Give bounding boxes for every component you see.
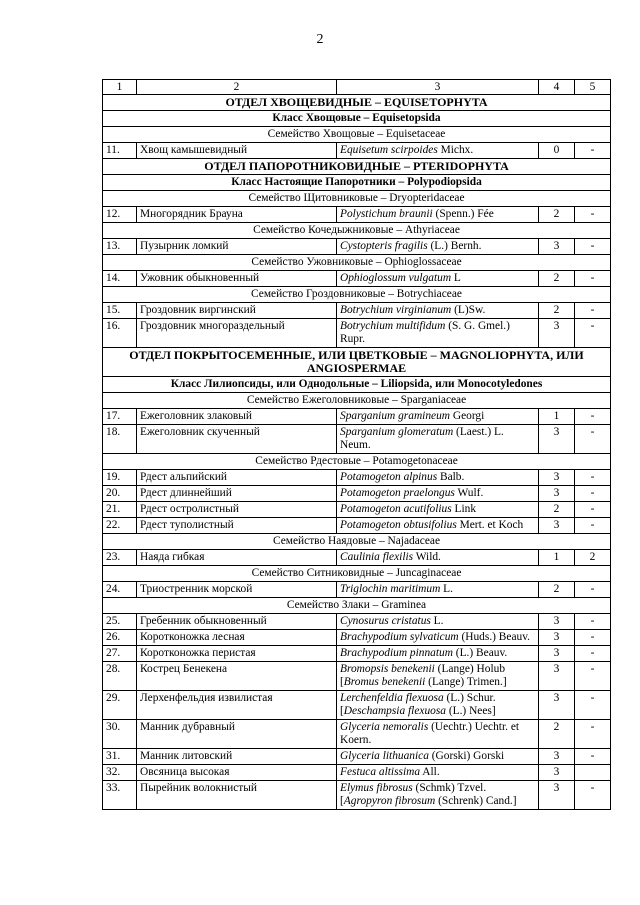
row-number: 23. <box>103 550 137 566</box>
category-col5: - <box>575 646 611 662</box>
latin-name: Potamogeton obtusifolius <box>340 519 457 531</box>
russian-name: Пырейник волокнистый <box>137 781 337 810</box>
row-number: 26. <box>103 630 137 646</box>
author-citation: Link <box>451 503 477 515</box>
family-heading: Семейство Ситниковидные – Juncaginaceae <box>103 566 611 582</box>
category-col4: 3 <box>539 691 575 720</box>
russian-name: Овсяница высокая <box>137 765 337 781</box>
family-heading: Семейство Кочедыжниковые – Athyriaceae <box>103 223 611 239</box>
class-row <box>103 377 611 393</box>
latin-name: Brachypodium pinnatum <box>340 647 453 659</box>
latin-name-cell <box>337 271 539 287</box>
russian-name: Коротконожка перистая <box>137 646 337 662</box>
author-citation: Wild. <box>413 551 441 563</box>
category-col4: 2 <box>539 207 575 223</box>
russian-name: Коротконожка лесная <box>137 630 337 646</box>
category-col5: - <box>575 749 611 765</box>
category-col4: 3 <box>539 239 575 255</box>
row-number: 33. <box>103 781 137 810</box>
species-row <box>103 303 611 319</box>
species-row <box>103 239 611 255</box>
page-number: 2 <box>316 32 324 47</box>
row-number: 16. <box>103 319 137 348</box>
latin-name-cell <box>337 765 539 781</box>
category-col5: - <box>575 271 611 287</box>
division-row <box>103 348 611 377</box>
russian-name: Манник литовский <box>137 749 337 765</box>
author-citation: (Laest.) L. Neum. <box>340 426 504 451</box>
category-col4: 1 <box>539 409 575 425</box>
category-col4: 3 <box>539 319 575 348</box>
row-number: 32. <box>103 765 137 781</box>
author-citation: Balb. <box>437 471 465 483</box>
species-row <box>103 409 611 425</box>
latin-name-cell: Lerchenfeldia flexuosa (L.) Schur. [Deschampsia flexuosa (L.) Nees] <box>337 691 539 720</box>
row-number: 24. <box>103 582 137 598</box>
latin-name: Potamogeton alpinus <box>340 471 438 483</box>
family-row <box>103 223 611 239</box>
row-number: 18. <box>103 425 137 454</box>
latin-name-cell <box>337 207 539 223</box>
species-row <box>103 614 611 630</box>
author-citation: (Spenn.) Fée <box>432 208 494 220</box>
synonym-author: (L.) Nees <box>445 705 492 717</box>
class-heading: Класс Хвощовые – Equisetopsida <box>103 111 611 127</box>
latin-name: Sparganium glomeratum <box>340 426 454 438</box>
russian-name: Ежеголовник скученный <box>137 425 337 454</box>
species-row <box>103 691 611 720</box>
author-citation: Georgi <box>450 410 485 422</box>
latin-name: Sparganium gramineum <box>340 410 451 422</box>
latin-name: Elymus fibrosus <box>340 782 413 794</box>
column-number-row <box>103 80 611 95</box>
family-heading: Семейство Наядовые – Najadaceae <box>103 534 611 550</box>
family-heading: Семейство Хвощовые – Equisetaceae <box>103 127 611 143</box>
synonym-author: (Schrenk) Cand. <box>435 795 513 807</box>
row-number: 31. <box>103 749 137 765</box>
species-row <box>103 425 611 454</box>
class-heading: Класс Настоящие Папоротники – Polypodiopsida <box>103 175 611 191</box>
category-col5: - <box>575 691 611 720</box>
author-citation: (Schmk) Tzvel. <box>412 782 487 794</box>
synonym-latin-name: Agropyron fibrosum <box>343 795 436 807</box>
family-heading: Семейство Рдестовые – Potamogetonaceae <box>103 454 611 470</box>
species-row <box>103 470 611 486</box>
family-heading: Семейство Ежеголовниковые – Sparganiaceae <box>103 393 611 409</box>
species-row <box>103 630 611 646</box>
russian-name: Рдест альпийский <box>137 470 337 486</box>
division-heading: ОТДЕЛ ХВОЩЕВИДНЫЕ – EQUISETOPHYTA <box>103 95 611 111</box>
category-col5: - <box>575 207 611 223</box>
category-col4: 3 <box>539 518 575 534</box>
latin-name-cell <box>337 319 539 348</box>
family-heading: Семейство Ужовниковые – Ophioglossaceae <box>103 255 611 271</box>
species-row <box>103 319 611 348</box>
russian-name: Пузырник ломкий <box>137 239 337 255</box>
russian-name: Хвощ камышевидный <box>137 143 337 159</box>
russian-name: Лерхенфельдия извилистая <box>137 691 337 720</box>
category-col5: - <box>575 720 611 749</box>
row-number: 11. <box>103 143 137 159</box>
family-row <box>103 255 611 271</box>
row-number: 15. <box>103 303 137 319</box>
category-col4: 3 <box>539 614 575 630</box>
family-heading: Семейство Щитовниковые – Dryopteridaceae <box>103 191 611 207</box>
column-number-3: 3 <box>337 80 539 95</box>
category-col4: 2 <box>539 271 575 287</box>
russian-name: Триостренник морской <box>137 582 337 598</box>
category-col5: - <box>575 470 611 486</box>
category-col4: 2 <box>539 502 575 518</box>
category-col4: 3 <box>539 646 575 662</box>
latin-name: Triglochin maritimum <box>340 583 441 595</box>
russian-name: Рдест длиннейший <box>137 486 337 502</box>
category-col5: - <box>575 502 611 518</box>
category-col5: - <box>575 143 611 159</box>
synonym-author: (Lange) Trimen. <box>425 676 503 688</box>
species-row <box>103 271 611 287</box>
latin-name: Cystopteris fragilis <box>340 240 428 252</box>
author-citation: (L.) Schur. <box>443 692 496 704</box>
species-row <box>103 486 611 502</box>
species-table <box>102 79 611 810</box>
category-col4: 1 <box>539 550 575 566</box>
category-col4: 3 <box>539 765 575 781</box>
division-row <box>103 159 611 175</box>
category-col4: 3 <box>539 749 575 765</box>
author-citation: Michx. <box>437 144 474 156</box>
latin-name-cell: Elymus fibrosus (Schmk) Tzvel. [Agropyron fibrosum (Schrenk) Cand.] <box>337 781 539 810</box>
latin-name: Brachypodium sylvaticum <box>340 631 459 643</box>
author-citation: Wulf. <box>454 487 484 499</box>
row-number: 22. <box>103 518 137 534</box>
russian-name: Рдест остролистный <box>137 502 337 518</box>
russian-name: Манник дубравный <box>137 720 337 749</box>
category-col4: 3 <box>539 470 575 486</box>
category-col5 <box>575 765 611 781</box>
category-col5: - <box>575 319 611 348</box>
class-heading: Класс Лилиопсиды, или Однодольные – Liliopsida, или Monocotyledones <box>103 377 611 393</box>
author-citation: (L)Sw. <box>451 304 486 316</box>
species-row <box>103 143 611 159</box>
species-row <box>103 765 611 781</box>
row-number: 14. <box>103 271 137 287</box>
category-col4: 3 <box>539 781 575 810</box>
author-citation: (S. G. Gmel.) Rupr. <box>340 320 510 345</box>
category-col4: 3 <box>539 662 575 691</box>
row-number: 27. <box>103 646 137 662</box>
latin-name-cell <box>337 582 539 598</box>
species-row <box>103 550 611 566</box>
species-row <box>103 207 611 223</box>
latin-name: Polystichum braunii <box>340 208 433 220</box>
latin-name-cell <box>337 646 539 662</box>
column-number-4: 4 <box>539 80 575 95</box>
latin-name-cell <box>337 502 539 518</box>
row-number: 19. <box>103 470 137 486</box>
family-row <box>103 127 611 143</box>
family-row <box>103 191 611 207</box>
latin-name-cell <box>337 614 539 630</box>
category-col4: 3 <box>539 630 575 646</box>
category-col5: 2 <box>575 550 611 566</box>
category-col5: - <box>575 425 611 454</box>
latin-name: Bromopsis benekenii <box>340 663 435 675</box>
author-citation: (Gorski) Gorski <box>428 750 505 762</box>
latin-name: Botrychium multifidum <box>340 320 446 332</box>
latin-name-cell <box>337 749 539 765</box>
column-number-2: 2 <box>137 80 337 95</box>
species-row <box>103 749 611 765</box>
family-row <box>103 287 611 303</box>
latin-name: Glyceria lithuanica <box>340 750 429 762</box>
author-citation: L. <box>440 583 453 595</box>
category-col5: - <box>575 630 611 646</box>
species-row <box>103 662 611 691</box>
russian-name: Гроздовник многораздельный <box>137 319 337 348</box>
category-col4: 3 <box>539 425 575 454</box>
family-heading: Семейство Злаки – Graminea <box>103 598 611 614</box>
russian-name: Кострец Бенекена <box>137 662 337 691</box>
category-col5: - <box>575 239 611 255</box>
species-row <box>103 518 611 534</box>
russian-name: Многорядник Брауна <box>137 207 337 223</box>
class-row <box>103 175 611 191</box>
russian-name: Ежеголовник злаковый <box>137 409 337 425</box>
latin-name-cell <box>337 630 539 646</box>
column-number-1: 1 <box>103 80 137 95</box>
species-row <box>103 646 611 662</box>
family-row <box>103 598 611 614</box>
category-col4: 2 <box>539 720 575 749</box>
latin-name-cell <box>337 720 539 749</box>
latin-name-cell <box>337 550 539 566</box>
latin-name-cell <box>337 470 539 486</box>
latin-name: Equisetum scirpoides <box>340 144 438 156</box>
author-citation: All. <box>420 766 440 778</box>
russian-name: Рдест туполистный <box>137 518 337 534</box>
latin-name-cell <box>337 239 539 255</box>
category-col5: - <box>575 303 611 319</box>
class-row <box>103 111 611 127</box>
author-citation: (Lange) Holub <box>434 663 506 675</box>
synonym-latin-name: Deschampsia flexuosa <box>343 705 446 717</box>
category-col5: - <box>575 409 611 425</box>
author-citation: L <box>451 272 461 284</box>
latin-name: Ophioglossum vulgatum <box>340 272 452 284</box>
russian-name: Гроздовник виргинский <box>137 303 337 319</box>
category-col5: - <box>575 486 611 502</box>
family-heading: Семейство Гроздовниковые – Botrychiaceae <box>103 287 611 303</box>
author-citation: (L.) Beauv. <box>452 647 508 659</box>
row-number: 29. <box>103 691 137 720</box>
category-col5: - <box>575 662 611 691</box>
latin-name: Glyceria nemoralis <box>340 721 429 733</box>
latin-name-cell <box>337 143 539 159</box>
russian-name: Наяда гибкая <box>137 550 337 566</box>
family-row <box>103 534 611 550</box>
category-col5: - <box>575 781 611 810</box>
latin-name: Botrychium virginianum <box>340 304 452 316</box>
russian-name: Ужовник обыкновенный <box>137 271 337 287</box>
latin-name-cell <box>337 303 539 319</box>
latin-name-cell <box>337 486 539 502</box>
division-row <box>103 95 611 111</box>
latin-name: Lerchenfeldia flexuosa <box>340 692 444 704</box>
latin-name: Caulinia flexilis <box>340 551 414 563</box>
category-col5: - <box>575 518 611 534</box>
row-number: 21. <box>103 502 137 518</box>
author-citation: Mert. et Koch <box>456 519 524 531</box>
latin-name-cell <box>337 518 539 534</box>
author-citation: (L.) Bernh. <box>427 240 482 252</box>
latin-name: Festuca altissima <box>340 766 421 778</box>
row-number: 20. <box>103 486 137 502</box>
species-table-body <box>103 80 611 810</box>
category-col4: 3 <box>539 486 575 502</box>
category-col4: 0 <box>539 143 575 159</box>
row-number: 12. <box>103 207 137 223</box>
family-row <box>103 454 611 470</box>
row-number: 28. <box>103 662 137 691</box>
latin-name-cell <box>337 409 539 425</box>
row-number: 17. <box>103 409 137 425</box>
synonym-latin-name: Bromus benekenii <box>343 676 426 688</box>
species-row <box>103 781 611 810</box>
row-number: 30. <box>103 720 137 749</box>
russian-name: Гребенник обыкновенный <box>137 614 337 630</box>
latin-name: Cynosurus cristatus <box>340 615 431 627</box>
category-col4: 2 <box>539 303 575 319</box>
author-citation: L. <box>430 615 444 627</box>
category-col5: - <box>575 614 611 630</box>
category-col4: 2 <box>539 582 575 598</box>
row-number: 13. <box>103 239 137 255</box>
family-row <box>103 566 611 582</box>
latin-name-cell <box>337 425 539 454</box>
division-heading: ОТДЕЛ ПОКРЫТОСЕМЕННЫЕ, ИЛИ ЦВЕТКОВЫЕ – MAGNOLIOPHYTA, ИЛИ ANGIOSPERMAE <box>103 348 611 377</box>
row-number: 25. <box>103 614 137 630</box>
species-row <box>103 720 611 749</box>
species-row <box>103 502 611 518</box>
division-heading: ОТДЕЛ ПАПОРОТНИКОВИДНЫЕ – PTERIDOPHYTA <box>103 159 611 175</box>
category-col5: - <box>575 582 611 598</box>
author-citation: (Huds.) Beauv. <box>458 631 531 643</box>
species-row <box>103 582 611 598</box>
latin-name: Potamogeton acutifolius <box>340 503 452 515</box>
family-row <box>103 393 611 409</box>
latin-name-cell: Bromopsis benekenii (Lange) Holub [Bromus benekenii (Lange) Trimen.] <box>337 662 539 691</box>
column-number-5: 5 <box>575 80 611 95</box>
author-citation: (Uechtr.) Uechtr. et Koern. <box>340 721 520 746</box>
latin-name: Potamogeton praelongus <box>340 487 455 499</box>
